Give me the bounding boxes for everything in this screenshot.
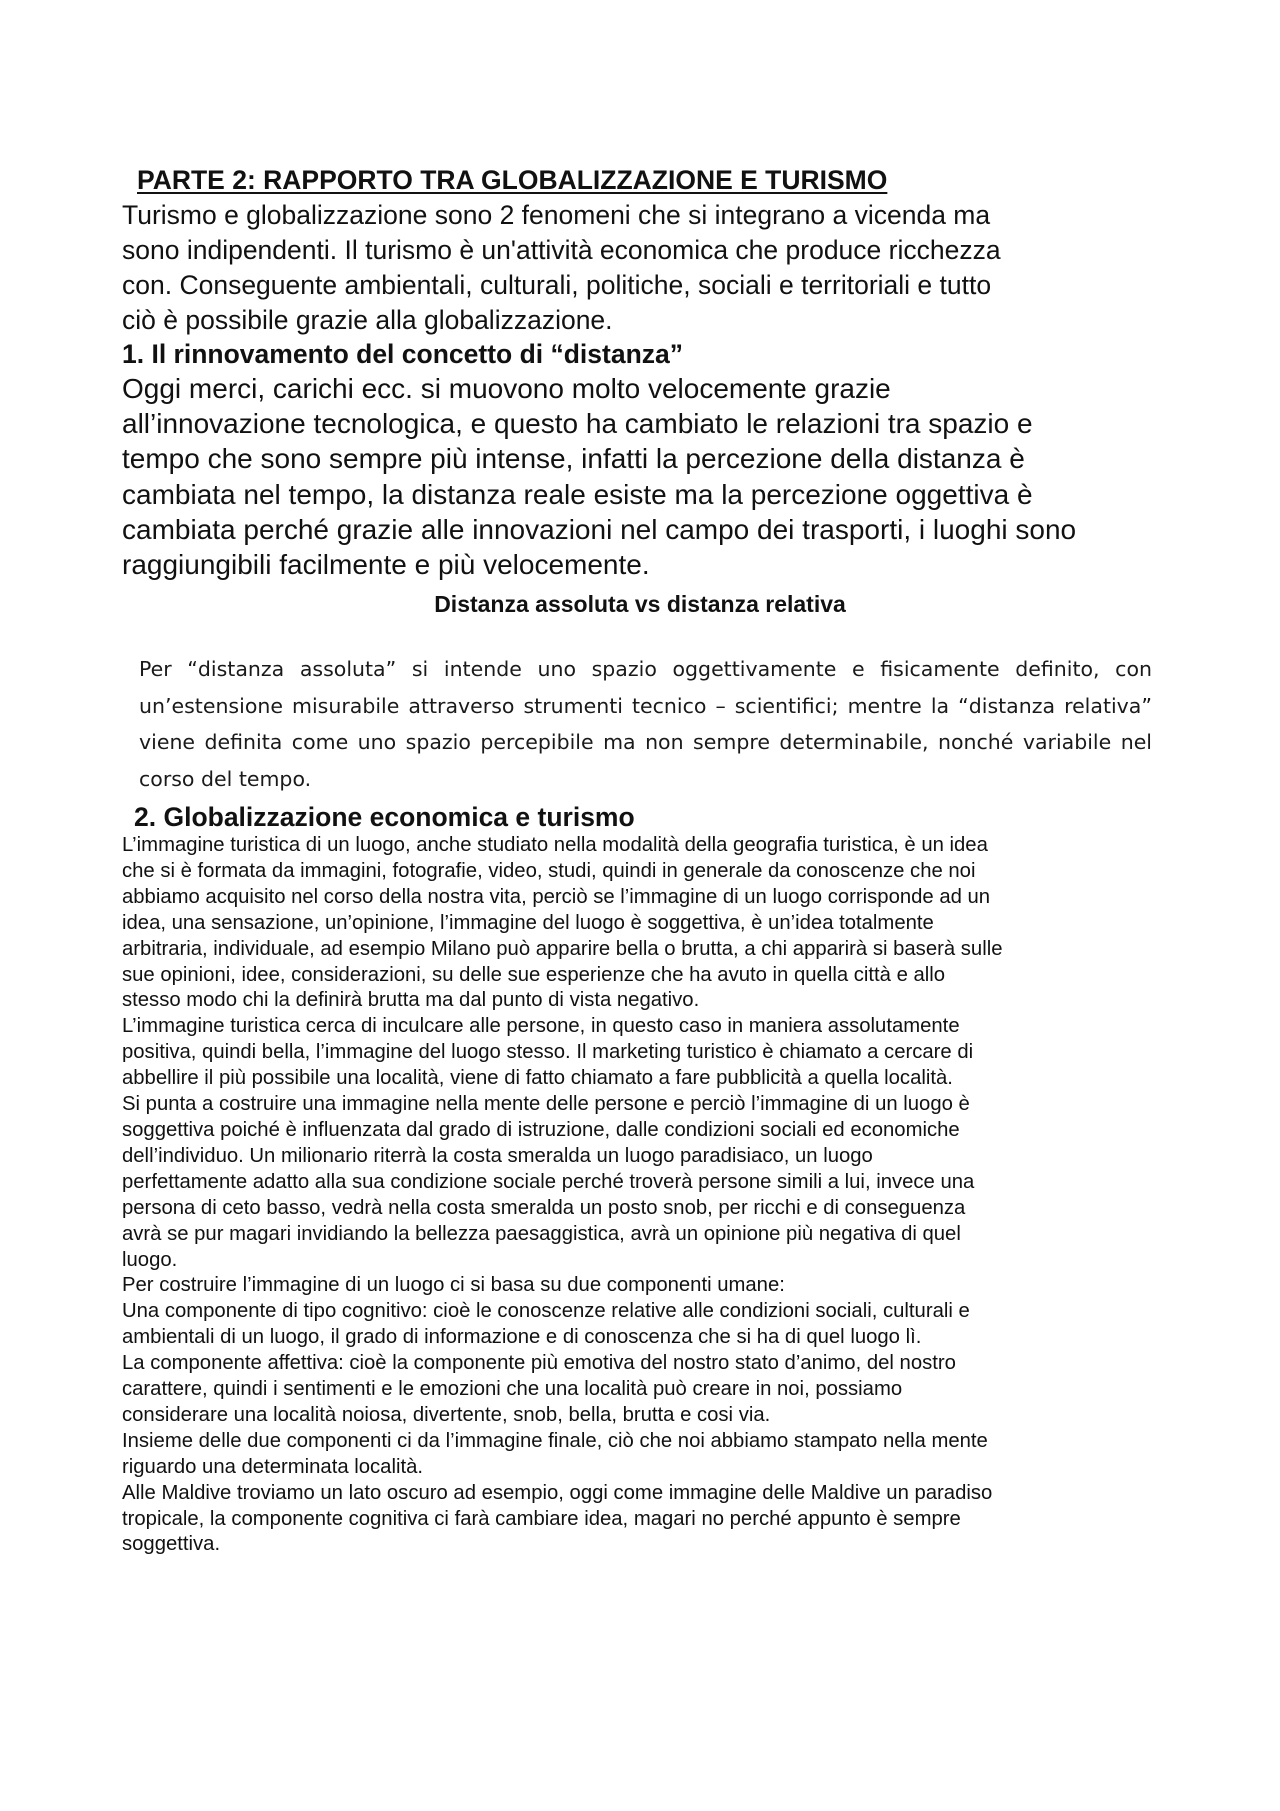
text-line: tempo che sono sempre più intense, infatti la percezione della distanza è [122,443,1025,475]
text-line: raggiungibili facilmente e più velocemente. [122,549,650,581]
text-line: ciò è possibile grazie alla globalizzazione. [122,305,613,335]
text-line: soggettiva poiché è influenzata dal grado di istruzione, dalle condizioni sociali ed economiche [122,1118,960,1141]
text-line: con. Conseguente ambientali, culturali, politiche, sociali e territoriali e tutto [122,270,992,300]
text-line: cambiata nel tempo, la distanza reale esiste ma la percezione oggettiva è [122,478,1033,510]
section-title: PARTE 2: RAPPORTO TRA GLOBALIZZAZIONE E TURISMO [137,165,888,195]
text-line: tropicale, la componente cognitiva ci farà cambiare idea, magari no perché appunto è sempre [122,1507,961,1530]
text-line: sue opinioni, idee, considerazioni, su delle sue esperienze che ha avuto in quella città e allo [122,963,946,986]
subtitle-absolute-vs-relative: Distanza assoluta vs distanza relativa [434,591,846,617]
text-line: L’immagine turistica di un luogo, anche studiato nella modalità della geografia turistica, è un idea [122,834,988,856]
distance-paragraph [122,371,1076,582]
heading-economic-globalization: 2. Globalizzazione economica e turismo [134,802,635,832]
text-line: un’estensione misurabile attraverso strumenti tecnico – scientifici; mentre la “distanza relativa” [139,693,1152,718]
text-line: all’innovazione tecnologica, e questo ha cambiato le relazioni tra spazio e [122,408,1033,440]
text-line: sono indipendenti. Il turismo è un'attività economica che produce ricchezza [122,235,1001,265]
text-line: positiva, quindi bella, l’immagine del luogo stesso. Il marketing turistico è chiamato a cercare di [122,1041,974,1064]
text-line: soggettiva. [122,1533,221,1556]
text-line: considerare una località noiosa, divertente, snob, bella, brutta e cosi via. [122,1403,771,1426]
text-line: perfettamente adatto alla sua condizione sociale perché troverà persone simili a lui, invece una [122,1170,975,1193]
text-line: viene definita come uno spazio percepibile ma non sempre determinabile, nonché variabile nel [139,730,1152,754]
text-line: Una componente di tipo cognitivo: cioè le conoscenze relative alle condizioni sociali, culturali e [122,1300,970,1323]
text-line: Alle Maldive troviamo un lato oscuro ad esempio, oggi come immagine delle Maldive un paradiso [122,1481,993,1504]
text-line: cambiata perché grazie alle innovazioni nel campo dei trasporti, i luoghi sono [122,513,1077,545]
text-line: stesso modo chi la definirà brutta ma dal punto di vista negativo. [122,989,700,1012]
intro-paragraph [122,198,1001,338]
text-line: carattere, quindi i sentimenti e le emozioni che una località può creare in noi, possiamo [122,1378,903,1401]
text-line: L’immagine turistica cerca di inculcare alle persone, in questo caso in maniera assolutamente [122,1015,960,1038]
text-line: Oggi merci, carichi ecc. si muovono molto velocemente grazie [122,373,891,404]
text-line: Turismo e globalizzazione sono 2 fenomeni che si integrano a vicenda ma [122,200,991,230]
text-line: che si è formata da immagini, fotografie, video, studi, quindi in generale da conoscenze che noi [122,859,976,882]
tourism-image-body [122,833,1002,1558]
heading-distance-concept: 1. Il rinnovamento del concetto di “distanza” [122,339,684,369]
text-line: riguardo una determinata località. [122,1455,424,1478]
text-line: persona di ceto basso, vedrà nella costa smeralda un posto snob, per ricchi e di conseguenza [122,1196,966,1219]
text-line: luogo. [122,1248,178,1271]
text-line: Insieme delle due componenti ci da l’immagine finale, ciò che noi abbiamo stampato nella mente [122,1429,988,1452]
text-line: Per costruire l’immagine di un luogo ci si basa su due componenti umane: [122,1274,785,1297]
text-line: Per “distanza assoluta” si intende uno spazio oggettivamente e fisicamente definito, con [139,657,1152,681]
text-line: ambientali di un luogo, il grado di informazione e di conoscenza che si ha di quel luogo lì. [122,1326,922,1349]
text-line: Si punta a costruire una immagine nella mente delle persone e perciò l’immagine di un luogo è [122,1093,970,1116]
text-line: abbellire il più possibile una località, viene di fatto chiamato a fare pubblicità a quella località. [122,1067,953,1090]
text-line: idea, una sensazione, un’opinione, l’immagine del luogo è soggettiva, è un’idea totalmente [122,911,934,934]
text-line: corso del tempo. [139,766,312,791]
definition-paragraph [139,651,1152,797]
text-line: abbiamo acquisito nel corso della nostra vita, perciò se l’immagine di un luogo corrisponde ad un [122,885,991,908]
text-line: dell’individuo. Un milionario riterrà la costa smeralda un luogo paradisiaco, un luogo [122,1144,873,1167]
text-line: La componente affettiva: cioè la componente più emotiva del nostro stato d’animo, del nostro [122,1352,956,1375]
text-line: avrà se pur magari invidiando la bellezza paesaggistica, avrà un opinione più negativa di quel [122,1222,961,1245]
text-line: arbitraria, individuale, ad esempio Milano può apparire bella o brutta, a chi apparirà si baserà sulle [122,937,1003,960]
